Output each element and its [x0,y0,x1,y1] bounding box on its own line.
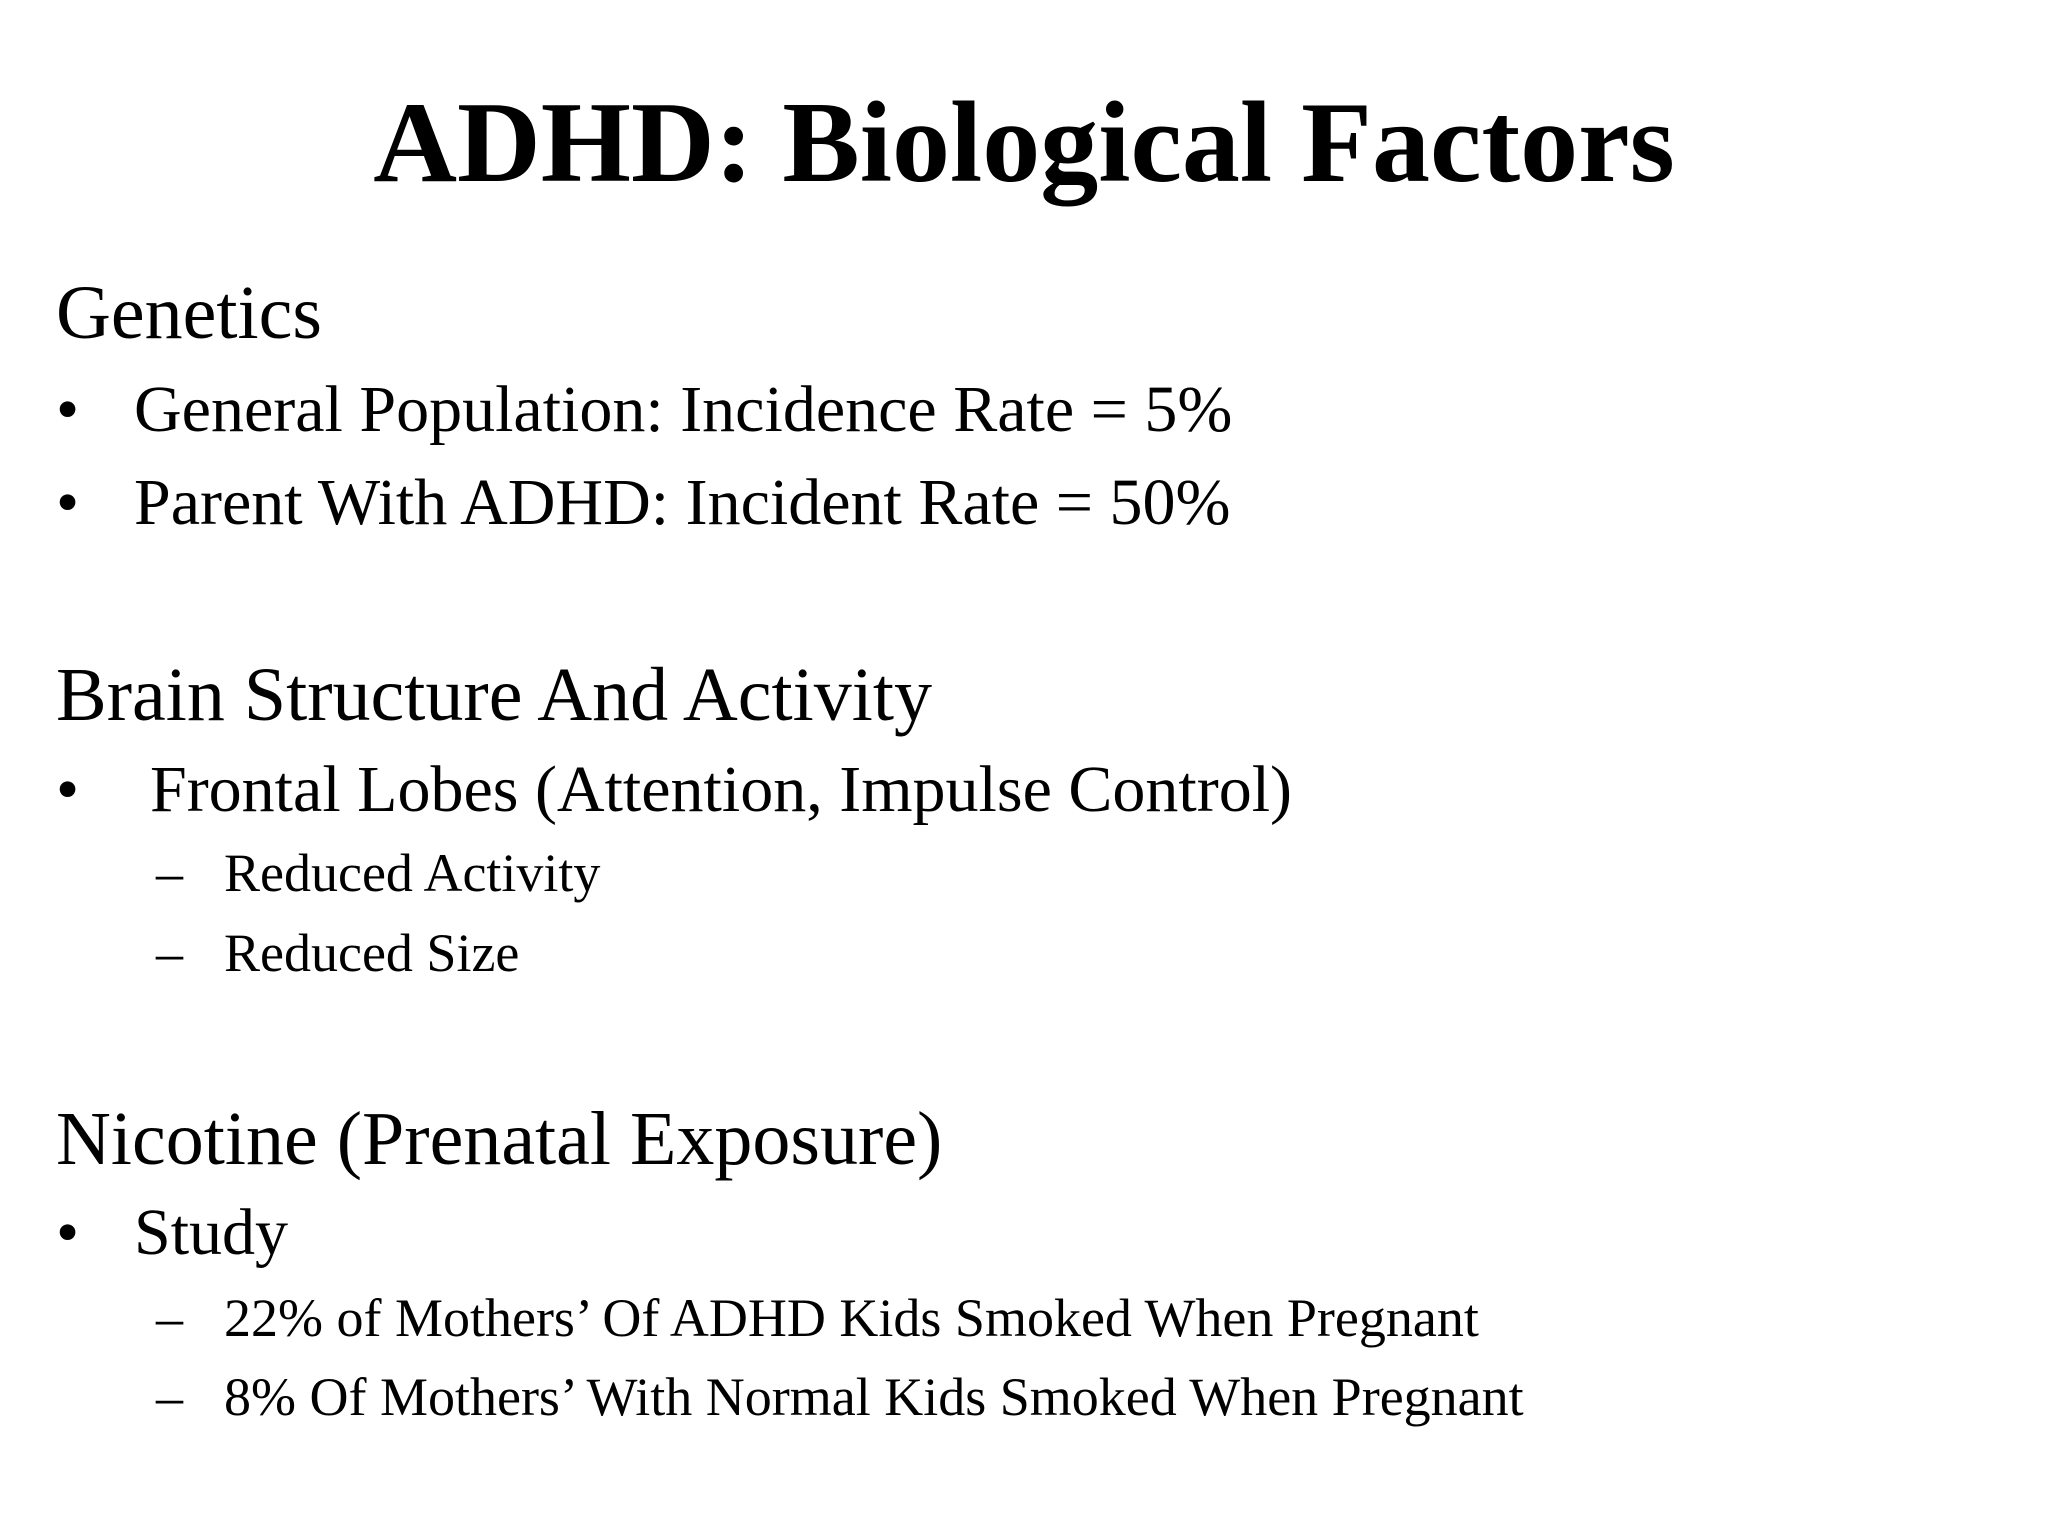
sub-item-text: Reduced Activity [224,843,601,903]
bullet-marker: • [56,753,80,826]
section-heading-nicotine: Nicotine (Prenatal Exposure) [56,1097,943,1181]
bullet-marker: • [56,373,80,446]
section-heading-brain-structure: Brain Structure And Activity [56,653,933,737]
bullet-text: Study [134,1196,289,1269]
slide-title: ADHD: Biological Factors [373,79,1675,207]
bullet-text: Parent With ADHD: Incident Rate = 50% [134,466,1231,539]
sub-item-text: 8% Of Mothers’ With Normal Kids Smoked When Pregnant [224,1367,1524,1427]
dash-marker: – [156,923,183,983]
dash-marker: – [156,1367,183,1427]
bullet-text: Frontal Lobes (Attention, Impulse Control) [150,753,1293,826]
dash-marker: – [156,843,183,903]
sub-item-text: Reduced Size [224,923,520,983]
bullet-text: General Population: Incidence Rate = 5% [134,373,1233,446]
bullet-marker: • [56,466,80,539]
bullet-marker: • [56,1196,80,1269]
dash-marker: – [156,1288,183,1348]
section-heading-genetics: Genetics [56,271,322,355]
sub-item-text: 22% of Mothers’ Of ADHD Kids Smoked When Pregnant [224,1288,1479,1348]
